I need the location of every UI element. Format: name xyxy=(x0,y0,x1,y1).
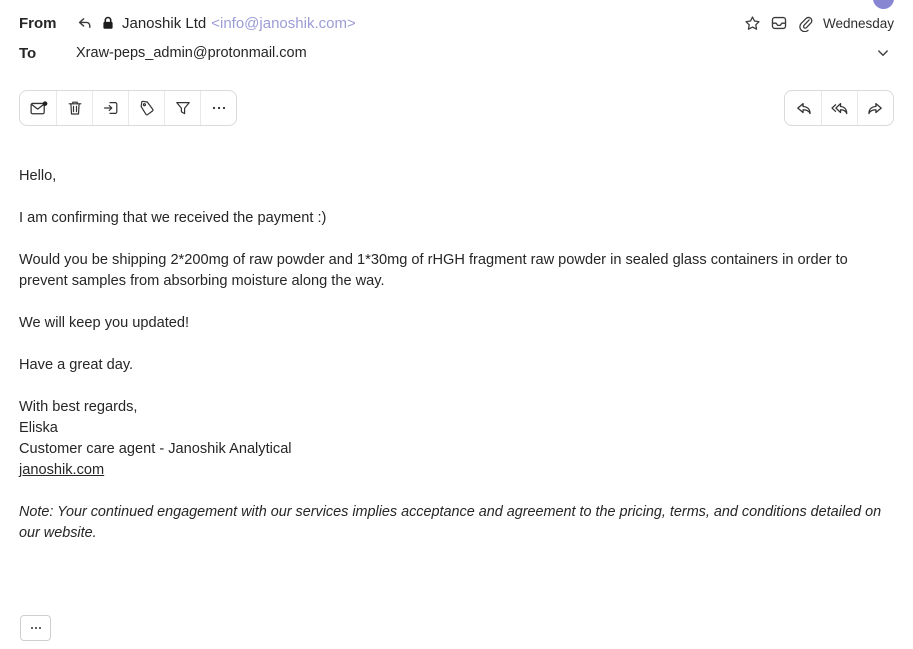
signature-block xyxy=(19,397,883,481)
message-body xyxy=(0,126,913,544)
lock-icon xyxy=(100,15,116,31)
legal-note: Note: Your continued engagement with our services implies acceptance and agreement to the pricing, terms, and conditions detailed on our website. xyxy=(19,504,882,541)
replied-icon xyxy=(76,15,93,32)
more-options-icon[interactable] xyxy=(200,91,236,125)
toolbar-right-group xyxy=(784,90,894,126)
to-label: To xyxy=(19,44,37,62)
sender-name[interactable]: Janoshik Ltd xyxy=(122,14,207,32)
body-paragraph: I am confirming that we received the payment :) xyxy=(19,210,327,226)
mark-unread-button[interactable] xyxy=(20,91,56,125)
from-status-icons xyxy=(76,15,116,32)
signature-link[interactable]: janoshik.com xyxy=(19,462,105,478)
body-paragraph: Have a great day. xyxy=(19,357,134,373)
body-paragraph: Hello, xyxy=(19,168,57,184)
from-label: From xyxy=(19,14,57,32)
message-header xyxy=(0,0,913,66)
show-trimmed-content-button[interactable] xyxy=(20,615,51,641)
reply-all-button[interactable] xyxy=(821,91,857,125)
signature-line: Eliska xyxy=(19,420,58,436)
recipient-email[interactable]: Xraw-peps_admin@protonmail.com xyxy=(76,45,307,61)
inbox-tray-icon[interactable] xyxy=(770,14,788,32)
trash-button[interactable] xyxy=(56,91,92,125)
move-to-folder-button[interactable] xyxy=(92,91,128,125)
reply-button[interactable] xyxy=(785,91,821,125)
chevron-down-icon[interactable] xyxy=(875,45,891,61)
sender-email[interactable]: <info@janoshik.com> xyxy=(211,14,356,32)
header-meta xyxy=(744,14,894,32)
paperclip-icon xyxy=(797,15,814,32)
forward-button[interactable] xyxy=(857,91,893,125)
signature-line: Customer care agent - Janoshik Analytical xyxy=(19,441,292,457)
body-paragraph: We will keep you updated! xyxy=(19,315,190,331)
message-toolbar xyxy=(0,90,913,126)
body-paragraphs xyxy=(19,166,883,376)
message-date: Wednesday xyxy=(822,15,894,31)
label-tag-button[interactable] xyxy=(128,91,164,125)
to-row xyxy=(19,40,894,66)
star-icon[interactable] xyxy=(744,15,761,32)
filter-button[interactable] xyxy=(164,91,200,125)
toolbar-left-group xyxy=(19,90,237,126)
signature-line: With best regards, xyxy=(19,399,138,415)
signature-lines xyxy=(19,397,883,460)
body-paragraph: Would you be shipping 2*200mg of raw powder and 1*30mg of rHGH fragment raw powder in sealed glass containers in order to prevent samples from absorbing moisture along the way. xyxy=(19,252,848,289)
from-row xyxy=(19,10,894,36)
